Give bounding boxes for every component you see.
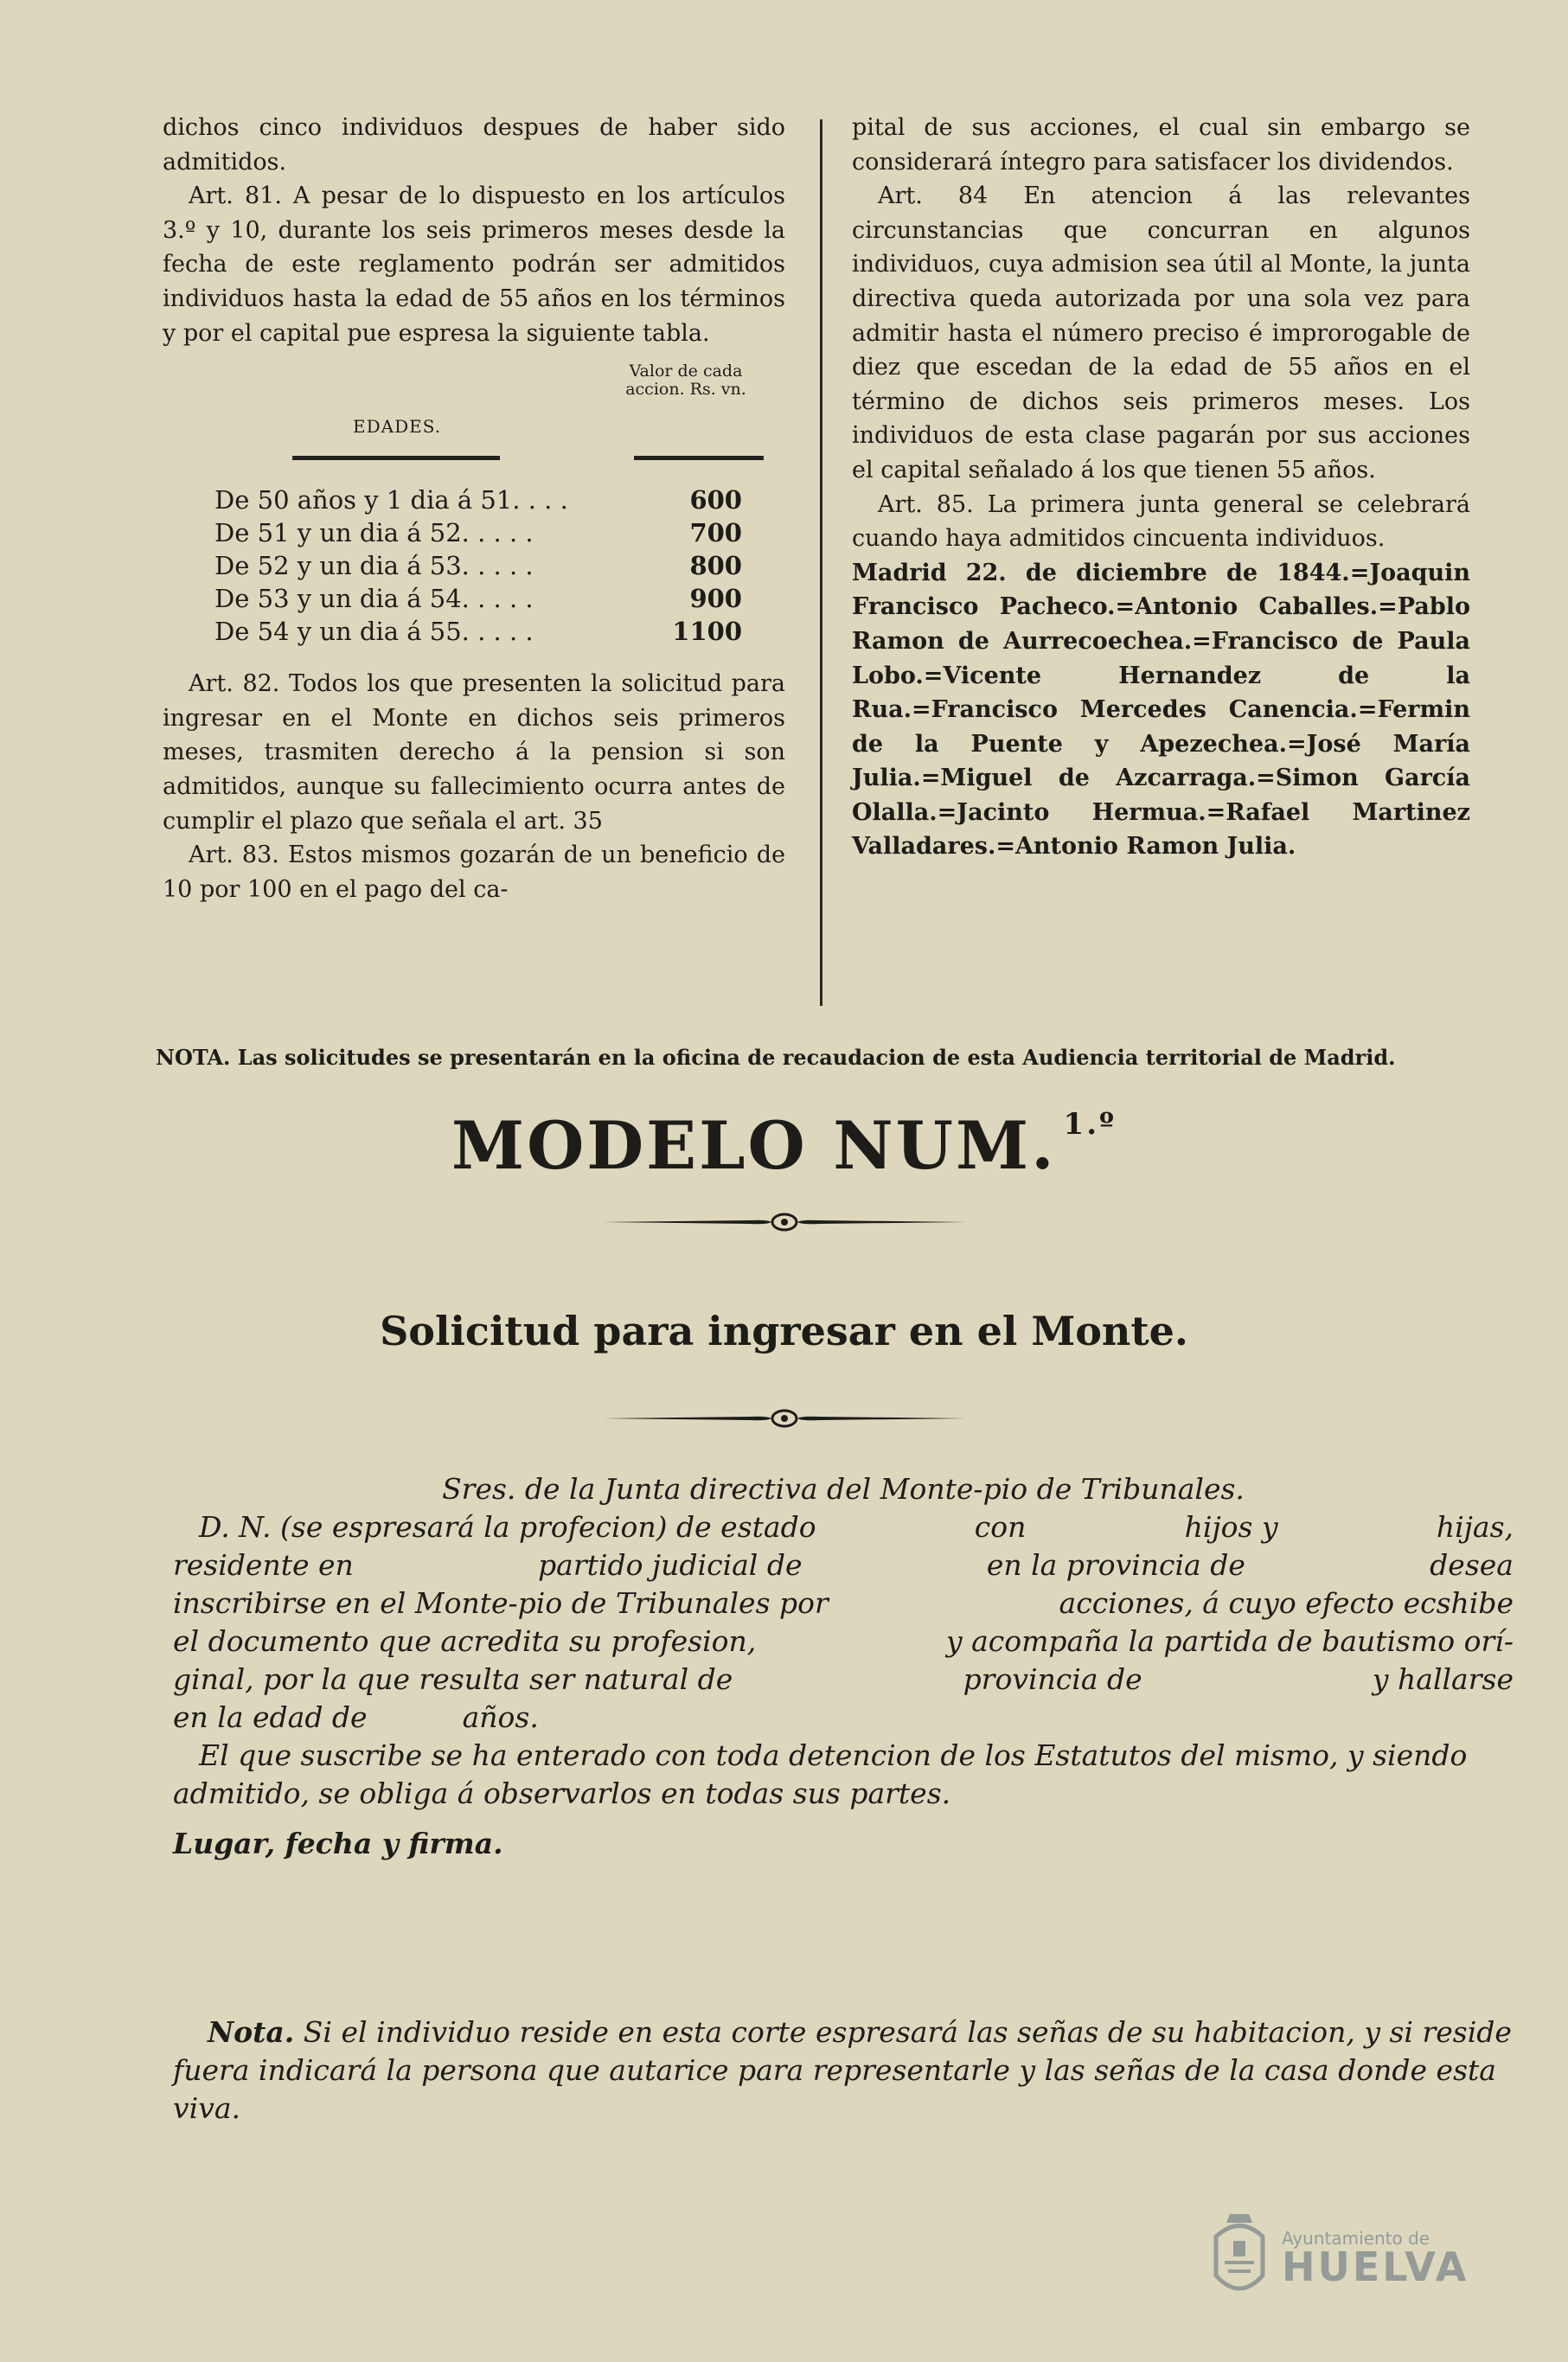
nota-top: NOTA. Las solicitudes se presentarán en la oficina de recaudacion de esta Audiencia territorial de Madrid.	[156, 1045, 1396, 1070]
form-line-4	[173, 1623, 1514, 1661]
table-header-ages: EDADES.	[353, 416, 442, 438]
left-paragraph-1: dichos cinco individuos despues de haber sido admitidos.	[163, 114, 785, 176]
table-cell-age: De 50 años y 1 dia á 51. . . .	[214, 485, 568, 515]
form-subtitle: Solicitud para ingresar en el Monte.	[380, 1308, 1188, 1354]
form-line-5	[173, 1661, 1514, 1699]
form-text: acciones, á cuyo efecto ecshibe	[1059, 1586, 1514, 1620]
form-paragraph-2: El que suscribe se ha enterado con toda detencion de los Estatutos del mismo, y siendo admitido, se obliga á observarlos en todas sus partes.	[173, 1738, 1468, 1810]
form-text: hijos y	[1184, 1510, 1278, 1544]
nota-bottom	[173, 2013, 1514, 2128]
table-cell-age: De 53 y un dia á 54. . . . .	[214, 584, 534, 614]
table-cell-value: 800	[689, 551, 742, 581]
form-text: provincia de	[963, 1662, 1142, 1696]
form-text: D. N. (se espresará la profecion) de estado	[199, 1510, 816, 1544]
nota-bottom-label: Nota.	[208, 2015, 295, 2049]
age-value-table	[163, 362, 768, 656]
ornament-divider-2	[0, 1405, 1568, 1435]
table-cell-age: De 54 y un dia á 55. . . . .	[214, 617, 534, 647]
table-cell-value: 900	[689, 584, 742, 614]
form-text: el documento que acredita su profesion,	[173, 1624, 757, 1658]
form-text: hijas,	[1436, 1510, 1514, 1544]
form-line-6	[173, 1699, 1514, 1737]
huelva-crest-icon	[1209, 2211, 1270, 2306]
modelo-title-text: MODELO NUM.	[451, 1107, 1057, 1184]
signatures: Madrid 22. de diciembre de 1844.=Joaquin Francisco Pacheco.=Antonio Caballes.=Pablo Ramon de Aurrecoechea.=Francisco de Paula Lobo.=Vicente Hernandez de la Rua.=Francisco Mercedes Canencia.=Fermin de la Puente y Apezechea.=José María Julia.=Miguel de Azcarraga.=Simon García Olalla.=Jacinto Hermua.=Rafael Martinez Valladares.=Antonio Ramon Julia.	[852, 559, 1470, 861]
form-place-date-signature: Lugar, fecha y firma.	[173, 1827, 503, 1860]
table-cell-value: 1100	[672, 617, 742, 647]
nota-bottom-paragraph	[173, 2013, 1514, 2128]
table-rule-left	[292, 456, 500, 460]
right-paragraph-1: pital de sus acciones, el cual sin embargo se considerará íntegro para satisfacer los dividendos.	[852, 114, 1470, 176]
ornament-1-icon	[603, 1209, 966, 1235]
table-header-value: Valor de cada accion. Rs. vn.	[625, 362, 746, 400]
modelo-title	[0, 1107, 1568, 1184]
table-rule-right	[634, 456, 764, 460]
form-text: ginal, por la que resulta ser natural de	[173, 1662, 733, 1696]
table-cell-age: De 51 y un dia á 52. . . . .	[214, 518, 534, 548]
ornament-2-icon	[603, 1405, 966, 1431]
table-cell-age: De 52 y un dia á 53. . . . .	[214, 551, 534, 581]
form-text: desea	[1430, 1548, 1514, 1582]
form-line-2	[173, 1546, 1514, 1584]
table-cell-value: 600	[689, 485, 742, 515]
watermark-logo	[1209, 2211, 1469, 2306]
form-text: partido judicial de	[538, 1548, 803, 1582]
form-text: en la edad de	[173, 1700, 368, 1734]
article-85: Art. 85. La primera junta general se celebrará cuando haya admitidos cincuenta individuos.	[852, 490, 1470, 553]
table-cell-value: 700	[689, 518, 742, 548]
nota-bottom-text: Si el individuo reside en esta corte espresará las señas de su habitacion, y si reside fuera indicará la persona que autarice para representarle y las señas de la casa donde esta viva.	[173, 2015, 1512, 2125]
left-column	[163, 111, 785, 906]
form-text: y hallarse	[1372, 1662, 1514, 1696]
form-text: inscribirse en el Monte-pio de Tribunales por	[173, 1586, 829, 1620]
form-line-3	[173, 1584, 1514, 1623]
form-line-1	[173, 1508, 1514, 1546]
right-column	[852, 111, 1470, 864]
logo-text	[1282, 2228, 1469, 2290]
article-83: Art. 83. Estos mismos gozarán de un beneficio de 10 por 100 en el pago del ca-	[163, 842, 785, 903]
modelo-number: 1.º	[1063, 1107, 1117, 1142]
application-form	[173, 1470, 1514, 1863]
logo-line-1: Ayuntamiento de	[1282, 2228, 1430, 2249]
article-81: Art. 81. A pesar de lo dispuesto en los artículos 3.º y 10, durante los seis primeros meses desde la fecha de este reglamento podrán ser admitidos individuos hasta la edad de 55 años en los términos y por el capital pue espresa la siguiente tabla.	[163, 182, 785, 347]
article-82: Art. 82. Todos los que presenten la solicitud para ingresar en el Monte en dichos seis primeros meses, trasmiten derecho á la pension si son admitidos, aunque su fallecimiento ocurra antes de cumplir el plazo que señala el art. 35	[163, 670, 785, 835]
article-84: Art. 84 En atencion á las relevantes circunstancias que concurran en algunos individuos, cuya admision sea útil al Monte, la junta directiva queda autorizada por una sola vez para admitir hasta el número preciso é improrogable de diez que escedan de la edad de 55 años en el término de dichos seis primeros meses. Los individuos de esta clase pagarán por sus acciones el capital señalado á los que tienen 55 años.	[852, 182, 1470, 483]
ornament-divider-1	[0, 1209, 1568, 1239]
form-text: con	[974, 1510, 1027, 1544]
form-text: residente en	[173, 1548, 354, 1582]
column-divider	[820, 119, 822, 1006]
form-text: años.	[462, 1700, 539, 1734]
form-text: y acompaña la partida de bautismo orí-	[945, 1624, 1514, 1658]
form-heading: Sres. de la Junta directiva del Monte-pio de Tribunales.	[442, 1472, 1245, 1506]
logo-line-2: HUELVA	[1282, 2244, 1469, 2290]
form-text: en la provincia de	[986, 1548, 1245, 1582]
